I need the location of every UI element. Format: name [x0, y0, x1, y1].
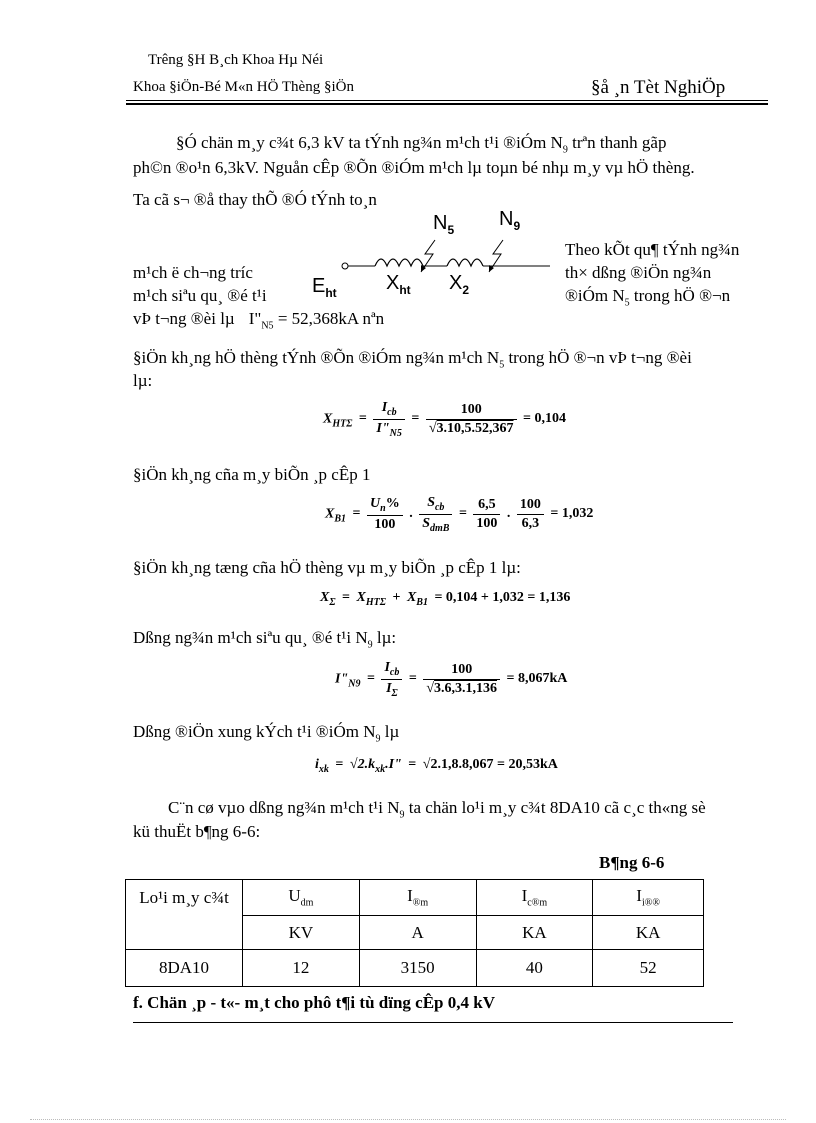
inductor-x2 [447, 259, 483, 266]
para-select-line2: kü thuËt b¶ng 6-6: [133, 822, 261, 841]
table-caption: B¶ng 6-6 [599, 853, 665, 872]
formula-in9: $I"_{N9}$ = $\frac{I_{cb}}{I_\Sigma}$ = $\frac{100}{√3.6,3.1,136}$ = 8,067kA [335, 660, 568, 699]
formula-xb1: $X_{B1}$ = $\frac{U_n\%}{100}$ . $\frac{S_{cb}}{S_{dmB}}$ = $\frac{6,5}{100}$ . $\frac{100}{6,3}$ = 1,032 [325, 495, 594, 534]
header-breaker-type: Lo¹i m¸y c¾t [126, 880, 243, 950]
cell-icdm: 40 [476, 950, 593, 987]
para-current: Dßng ng¾n m¹ch siªu qu¸ ®é t¹i $N_9$ lµ: [133, 628, 397, 651]
header-icdm: $I_{c®m}$ [476, 880, 593, 916]
para-system-line2: lµ: [133, 371, 153, 390]
unit-ka-2: KA [593, 916, 704, 950]
formula-xhtz: $X_{HT\Sigma}$ = $\frac{I_{cb}}{I"_{N5}}$ = $\frac{100}{√3.10,5.52,367}$ = 0,104 [323, 400, 567, 439]
cell-iodd: 52 [593, 950, 704, 987]
left-line2: m¹ch siªu qu¸ ®é t¹i [133, 286, 267, 305]
table-header-row [126, 880, 704, 916]
source-node [342, 263, 348, 269]
cell-idm: 3150 [359, 950, 476, 987]
label-n5: $N_5$ [433, 212, 455, 237]
para-transformer: §iÖn kh¸ng cña m¸y biÕn ¸p cÊp 1 [133, 465, 371, 484]
para-system-line1: §iÖn kh¸ng hÖ thèng tÝnh ®Õn ®iÓm ng¾n m¹ch $N_5$ trong hÖ ®¬n vÞ t¬ng ®èi [133, 348, 692, 371]
label-xht: $X_{ht}$ [386, 272, 411, 297]
label-n9: $N_9$ [499, 208, 521, 233]
header-title: §å ¸n Tèt NghiÖp [591, 77, 726, 98]
label-eht: $E_{ht}$ [312, 275, 337, 300]
para-total: §iÖn kh¸ng tæng cña hÖ thèng vµ m¸y biÕn ¸p cÊp 1 lµ: [133, 558, 521, 577]
cell-udm: 12 [243, 950, 360, 987]
breaker-spec-table [125, 879, 704, 987]
header-department: Khoa §iÖn-Bé M«n HÖ Thèng §iÖn [133, 79, 354, 95]
intro-line3: Ta cã s¬ ®å thay thÕ ®Ó tÝnh to¸n [133, 190, 377, 209]
table-row [126, 950, 704, 987]
section-f-heading: f. Chän ¸p - t«- m¸t cho phô t¶i tù dïng cÊp 0,4 kV [133, 993, 495, 1012]
header-school: Trêng §H B¸ch Khoa Hµ Néi [148, 52, 324, 68]
header-idm: $I_{®m}$ [359, 880, 476, 916]
header-udm: $U_{dm}$ [243, 880, 360, 916]
unit-kv: KV [243, 916, 360, 950]
formula-ixk: $i_{xk} = √2.k_{xk}.I$" = √2.1,8.8,067 = 20,53kA [315, 757, 558, 776]
right-line2: th× dßng ®iÖn ng¾n [565, 263, 712, 282]
unit-a: A [359, 916, 476, 950]
label-x2: $X_2$ [449, 272, 470, 297]
section-f-rule [133, 1022, 733, 1023]
intro-line1: §Ó chän m¸y c¾t 6,3 kV ta tÝnh ng¾n m¹ch t¹i ®iÓm $N_9$ trªn thanh gãp [176, 133, 667, 156]
unit-ka-1: KA [476, 916, 593, 950]
inductor-xht [375, 259, 423, 266]
header-rule-thick [126, 103, 768, 105]
header-rule-thin [126, 100, 768, 101]
cell-type: 8DA10 [126, 950, 243, 987]
footer-dotted-line [30, 1119, 786, 1120]
left-line3: vÞ t¬ng ®èi lµ $I"_{N5} = 52,368kA$ nªn [133, 309, 385, 332]
formula-xsum: $X_\Sigma = X_{HT\Sigma} + X_{B1} = 0,104 + 1,032 = 1,136$ [320, 590, 571, 609]
right-line3: ®iÓm $N_5$ trong hÖ ®¬n [565, 286, 731, 309]
intro-line2: ph©n ®o¹n 6,3kV. Nguån cÊp ®Õn ®iÓm m¹ch lµ toµn bé nhµ m¸y vµ hÖ thèng. [133, 158, 695, 177]
left-line1: m¹ch ë ch¬ng tríc [133, 263, 253, 282]
para-shock: Dßng ®iÖn xung kÝch t¹i ®iÓm $N_9$ lµ [133, 722, 400, 745]
header-iodd: $I_{i®®}$ [593, 880, 704, 916]
para-select-line1: C¨n cø vµo dßng ng¾n m¹ch t¹i $N_9$ ta chän lo¹i m¸y c¾t 8DA10 cã c¸c th«ng sè [168, 798, 706, 821]
right-line1: Theo kÕt qu¶ tÝnh ng¾n [565, 240, 740, 259]
